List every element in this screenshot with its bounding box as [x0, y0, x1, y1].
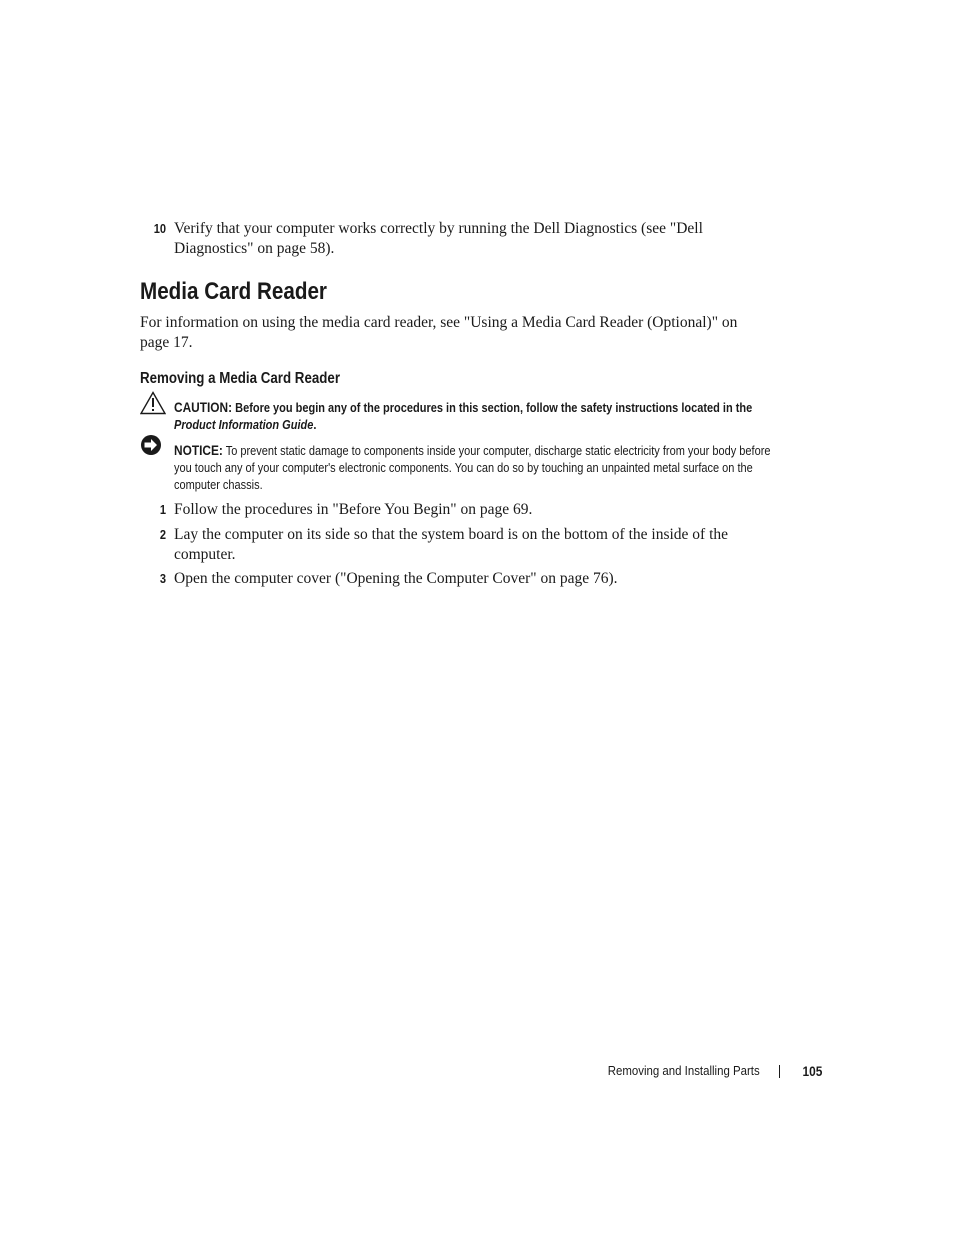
intro-paragraph: For information on using the media card reader, see "Using a Media Card Reader (Optional)" on page 17.	[140, 314, 738, 351]
page-footer	[560, 1061, 822, 1081]
notice-text: To prevent static damage to components inside your computer, discharge static electricity from your body before you touch any of your computer's electronic components. You can do so by touching an unpainted metal surface on the computer chassis.	[174, 444, 771, 492]
notice-arrow-icon	[140, 434, 162, 461]
step-2	[140, 525, 760, 564]
step-text: Lay the computer on its side so that the system board is on the bottom of the inside of the computer.	[174, 526, 729, 563]
step-number: 1	[159, 502, 166, 517]
step-number: 2	[159, 527, 166, 542]
page-number: 105	[802, 1063, 822, 1079]
step-number: 3	[159, 571, 166, 586]
footer-section-name: Removing and Installing Parts	[608, 1063, 760, 1078]
guide-title: Product Information Guide	[174, 418, 314, 432]
step-text: Open the computer cover ("Opening the Computer Cover" on page 76).	[174, 570, 618, 587]
step-text: Verify that your computer works correctly by running the Dell Diagnostics (see "Dell Diagnostics" on page 58).	[174, 220, 703, 257]
caution-text-end: .	[313, 418, 317, 432]
footer-divider	[779, 1065, 780, 1078]
caution-text: Before you begin any of the procedures in this section, follow the safety instructions located in the	[235, 401, 753, 415]
notice-note	[140, 434, 780, 494]
step-10	[140, 219, 760, 258]
section-title: Media Card Reader	[140, 278, 327, 305]
caution-label: CAUTION:	[174, 400, 233, 415]
step-text: Follow the procedures in "Before You Begin" on page 69.	[174, 501, 533, 518]
subsection-title: Removing a Media Card Reader	[140, 370, 341, 387]
step-3	[140, 569, 760, 589]
step-1	[140, 500, 760, 520]
warning-triangle-icon	[140, 391, 166, 420]
step-number: 10	[153, 221, 166, 236]
caution-note	[140, 391, 780, 434]
notice-label: NOTICE:	[174, 443, 223, 458]
